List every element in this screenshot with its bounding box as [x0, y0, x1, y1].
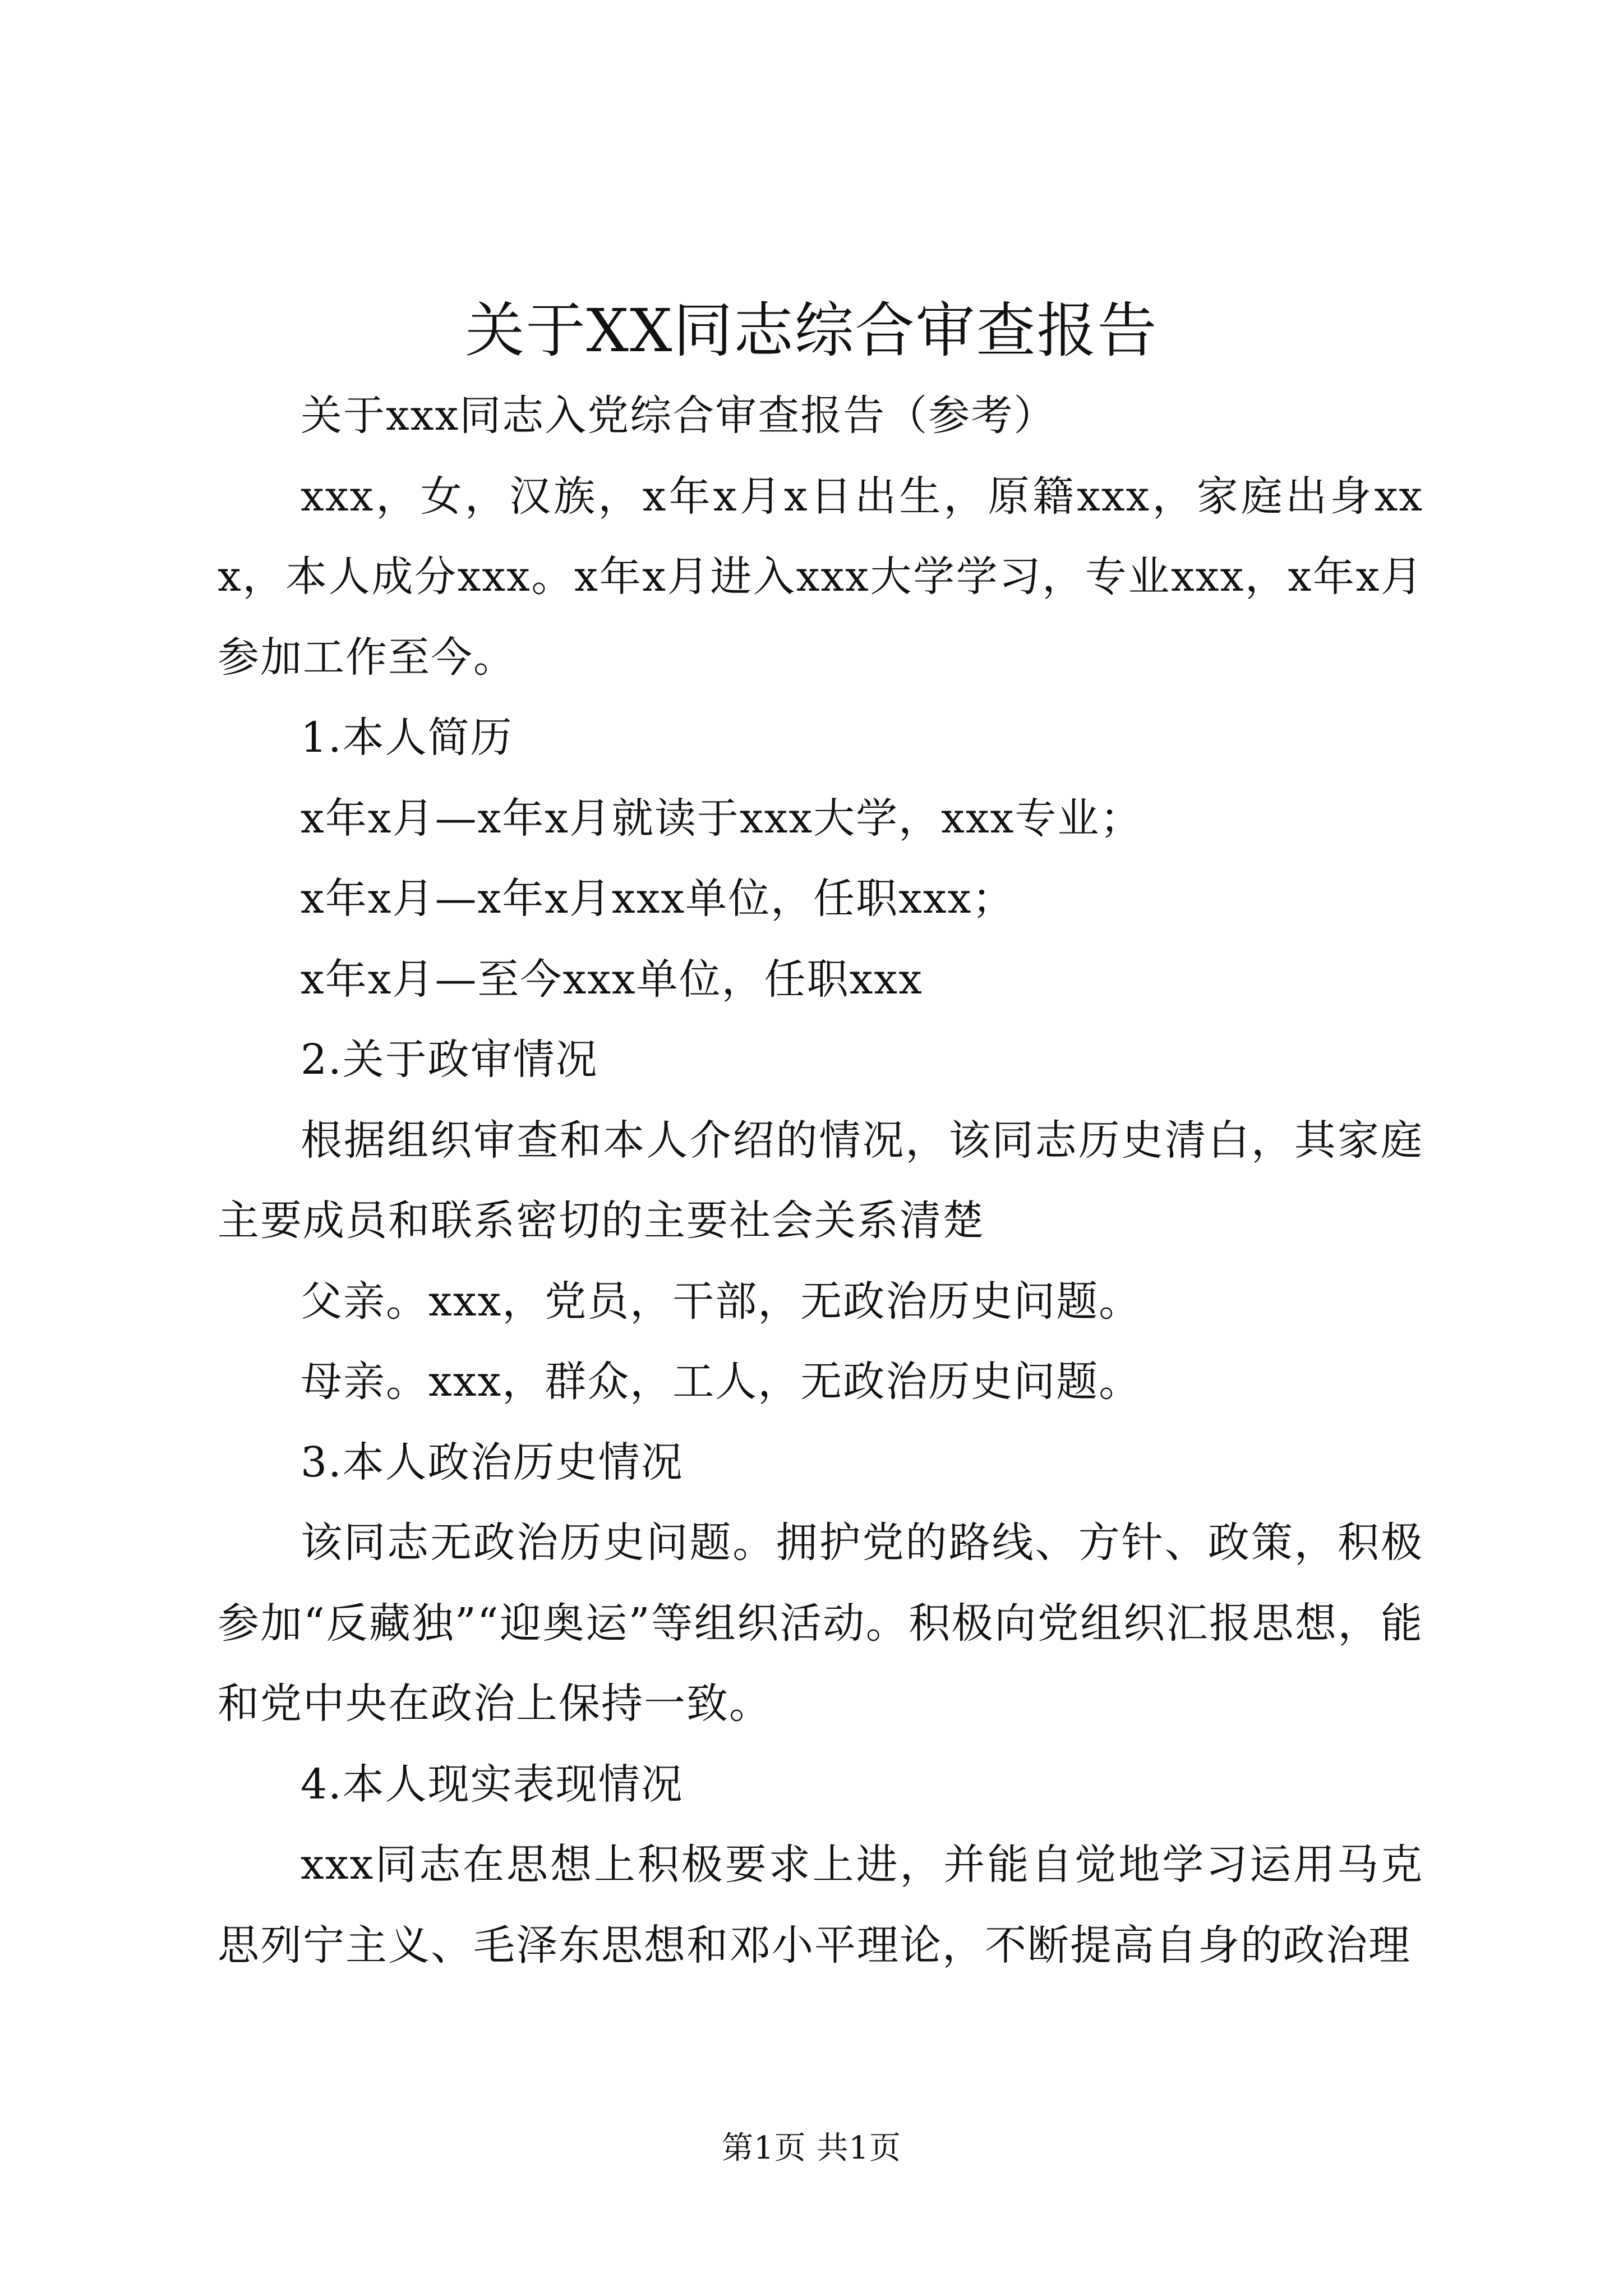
basic-info-paragraph: xxx，女，汉族，x年x月x日出生，原籍xxx，家庭出身xxx，本人成分xxx。x年x月进入xxx大学学习，专业xxx，x年x月参加工作至今。: [218, 472, 1423, 682]
family-member-father: 父亲。xxx，党员，干部，无政治历史问题。: [301, 1277, 1142, 1326]
section-heading-resume: 1.本人简历: [301, 714, 513, 762]
family-member-mother: 母亲。xxx，群众，工人，无政治历史问题。: [301, 1358, 1142, 1406]
resume-item: x年x月—x年x月xxx单位，任职xxx；: [301, 875, 1015, 923]
current-performance-paragraph: xxx同志在思想上积极要求上进，并能自觉地学习运用马克思列宁主义、毛泽东思想和邓小平理论，不断提高自身的政治理: [218, 1841, 1423, 1970]
page-footer: 第1页 共1页: [721, 2130, 902, 2166]
document-body: [218, 376, 1423, 1986]
section-heading-political-review: 2.关于政审情况: [301, 1036, 598, 1084]
subtitle-paragraph: 关于xxx同志入党综合审查报告（参考）: [301, 392, 1057, 440]
section-heading-political-history: 3.本人政治历史情况: [301, 1438, 684, 1487]
resume-item: x年x月—x年x月就读于xxx大学，xxx专业；: [301, 794, 1143, 843]
document-title: 关于XX同志综合审查报告: [465, 296, 1158, 365]
political-history-paragraph: 该同志无政治历史问题。拥护党的路线、方针、政策，积极参加“反藏独”“迎奥运”等组织活动。积极向党组织汇报思想，能和党中央在政治上保持一致。: [218, 1519, 1423, 1728]
political-review-paragraph: 根据组织审查和本人介绍的情况，该同志历史清白，其家庭主要成员和联系密切的主要社会关系清楚: [218, 1116, 1423, 1245]
resume-item: x年x月—至今xxx单位，任职xxx: [301, 955, 923, 1004]
section-heading-current-performance: 4.本人现实表现情况: [301, 1760, 684, 1809]
